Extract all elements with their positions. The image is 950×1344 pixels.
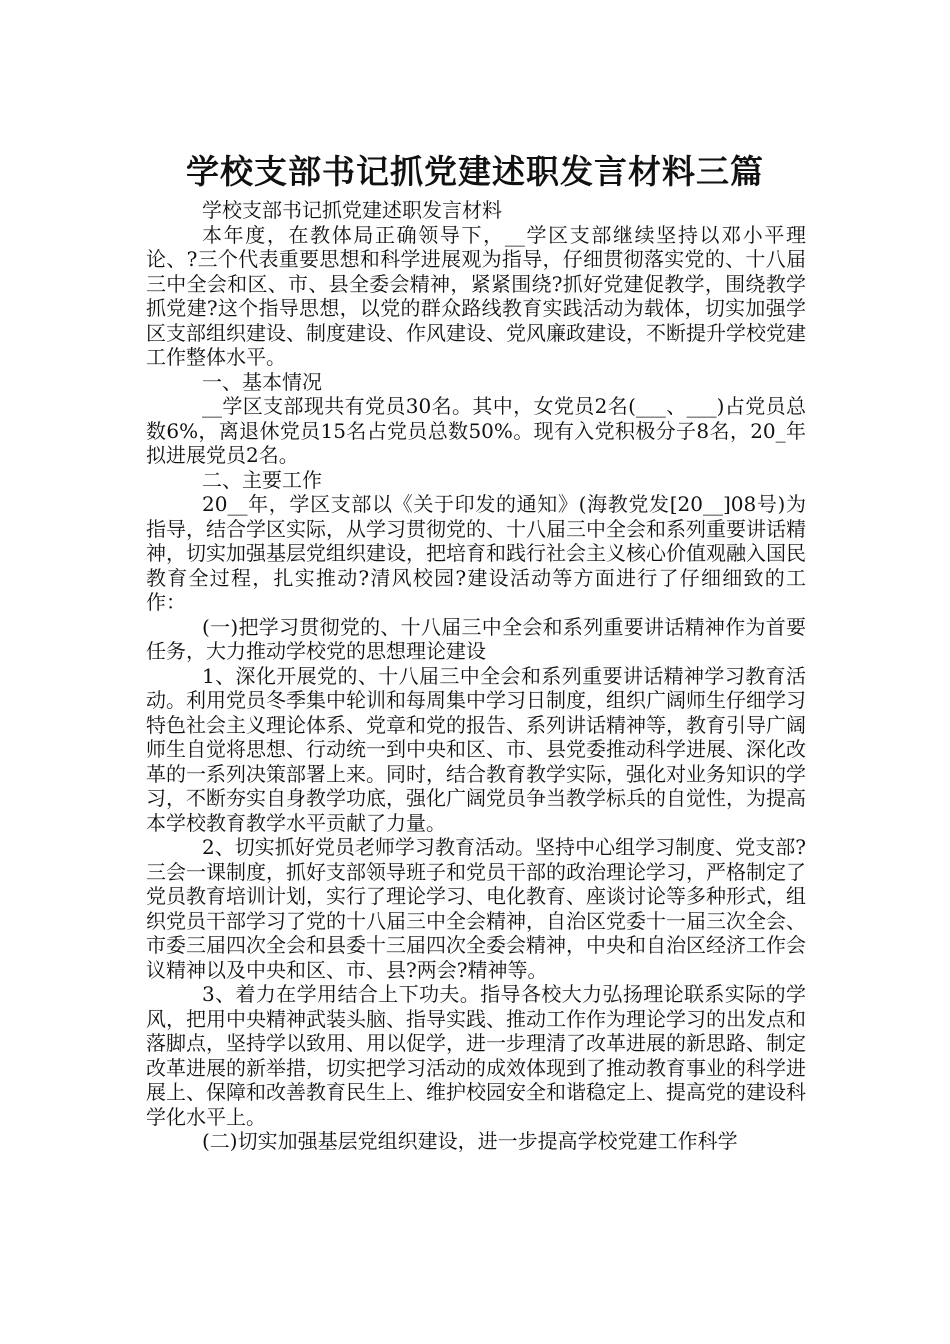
- main-work-paragraph: 20__年，学区支部以《关于印发的通知》(海教党发[20__]08号)为指导，结合学区实际，从学习贯彻党的、十八届三中全会和系列重要讲话精神，切实加强基层党组织建设，把培育和践行社会主义核心价值观融入国民教育全过程，扎实推动?清风校园?建设活动等方面进行了仔细细致的工作：: [146, 492, 806, 614]
- section-heading-main-work: 二、主要工作: [202, 467, 322, 492]
- document-title: 学校支部书记抓党建述职发言材料三篇: [186, 152, 764, 192]
- subsection-heading-2: (二)切实加强基层党组织建设，进一步提高学校党建工作科学: [202, 1129, 738, 1153]
- document-body: [146, 198, 806, 1154]
- subsection-heading-1: (一)把学习贯彻党的、十八届三中全会和系列重要讲话精神作为首要任务，大力推动学校党的思想理论建设: [146, 614, 806, 663]
- item-paragraph-3: 3、着力在学用结合上下功夫。指导各校大力弘扬理论联系实际的学风，把用中央精神武装头脑、指导实践、推动工作作为理论学习的出发点和落脚点，坚持学以致用、用以促学，进一步理清了改革进展的新思路、制定改革进展的新举措，切实把学习活动的成效体现到了推动教育事业的科学进展上、保障和改善教育民生上、维护校园安全和谐稳定上、提高党的建设科学化水平上。: [146, 982, 806, 1129]
- item-paragraph-1: 1、深化开展党的、十八届三中全会和系列重要讲话精神学习教育活动。利用党员冬季集中轮训和每周集中学习日制度，组织广阔师生仔细学习特色社会主义理论体系、党章和党的报告、系列讲话精神等，教育引导广阔师生自觉将思想、行动统一到中央和区、市、县党委推动科学进展、深化改革的一系列决策部署上来。同时，结合教育教学实际，强化对业务知识的学习，不断夯实自身教学功底，强化广阔党员争当教学标兵的自觉性，为提高本学校教育教学水平贡献了力量。: [146, 663, 806, 835]
- item-paragraph-2: 2、切实抓好党员老师学习教育活动。坚持中心组学习制度、党支部?三会一课制度，抓好支部领导班子和党员干部的政治理论学习，严格制定了党员教育培训计划，实行了理论学习、电化教育、座谈讨论等多种形式，组织党员干部学习了党的十八届三中全会精神，自治区党委十一届三次全会、市委三届四次全会和县委十三届四次全委会精神，中央和自治区经济工作会议精神以及中央和区、市、县?两会?精神等。: [146, 835, 806, 982]
- subtitle-paragraph: 学校支部书记抓党建述职发言材料: [202, 198, 502, 222]
- section-heading-basic-situation: 一、基本情况: [202, 369, 322, 394]
- basic-situation-paragraph: __学区支部现共有党员30名。其中，女党员2名(___、___)占党员总数6%，离退休党员15名占党员总数50%。现有入党积极分子8名，20_年拟进展党员2名。: [146, 394, 806, 467]
- intro-paragraph: 本年度，在教体局正确领导下，__学区支部继续坚持以邓小平理论、?三个代表重要思想和科学进展观为指导，仔细贯彻落实党的、十八届三中全会和区、市、县全委会精神，紧紧围绕?抓好党建促教学，围绕教学抓党建?这个指导思想，以党的群众路线教育实践活动为载体，切实加强学区支部组织建设、制度建设、作风建设、党风廉政建设，不断提升学校党建工作整体水平。: [146, 222, 806, 369]
